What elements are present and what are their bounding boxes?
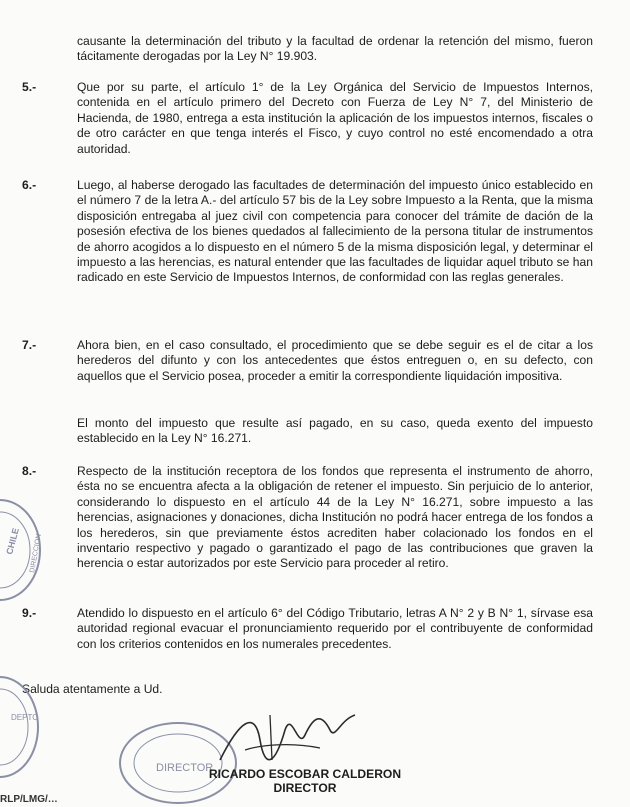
paragraph-number-6: 6.- xyxy=(22,178,37,192)
paragraph-5: Que por su parte, el artículo 1° de la Ley Orgánica del Servicio de Impuestos Internos, contenida en el artículo primero del Decreto con Fuerza de Ley N° 7, del Ministerio de Hacienda, de 1980, entrega a esta institución la aplicación de los impuestos internos, fiscales o de otro carácter en que tenga interés el Fisco, y cuyo control no esté encomendado a otra autoridad. xyxy=(77,80,593,156)
stamp-text: DEPTO xyxy=(11,713,39,722)
stamp-text: DIRECCION xyxy=(29,533,43,574)
official-stamp-left-top xyxy=(0,495,50,605)
stamp-text: CHILE xyxy=(4,526,21,556)
official-stamp-left-bottom xyxy=(0,672,45,782)
paragraph-9: Atendido lo dispuesto en el artículo 6° del Código Tributario, letras A N° 2 y B N° 1, sírvase esa autoridad regional evacuar el pronunciamiento requerido por el contribuyente de conformidad con los criterios contenidos en los numerales precedentes. xyxy=(77,606,593,651)
paragraph-7-continuation: El monto del impuesto que resulte así pagado, en su caso, queda exento del impuesto establecido en la Ley N° 16.271. xyxy=(77,416,593,446)
continuation-paragraph: causante la determinación del tributo y la facultad de ordenar la retención del mismo, fueron tácitamente derogadas por la Ley N° 19.903. xyxy=(77,34,593,64)
paragraph-number-9: 9.- xyxy=(22,606,37,620)
closing-salutation: Saluda atentamente a Ud. xyxy=(22,682,163,696)
paragraph-8: Respecto de la institución receptora de los fondos que representa el instrumento de ahorro, ésta no se encuentra afecta a la obligación de retener el impuesto. Sin perjuicio de lo anterior, considerando lo dispuesto en el artículo 44 de la Ley N° 16.271, sobre impuesto a las herencias, asignaciones y donaciones, dicha Institución no podrá hacer entrega de los fondos a los herederos, sin que previamente éstos acrediten haber colacionado los fondos en el inventario respectivo y pagado o garantizado el pago de las contribuciones que graven la herencia o estar autorizados por este Servicio para proceder al retiro. xyxy=(77,464,593,571)
signatory-name: RICARDO ESCOBAR CALDERON xyxy=(208,767,402,781)
paragraph-6: Luego, al haberse derogado las facultades de determinación del impuesto único establecido en el número 7 de la letra A.- del artículo 57 bis de la Ley sobre Impuesto a la Renta, que la misma disposición entregaba al juez civil con competencia para conocer del trámite de dación de la posesión efectiva de los bienes quedados al fallecimiento de la persona titular de instrumentos de ahorro acogidos a lo dispuesto en el número 5 de la misma disposición legal, y determinar el impuesto a las herencias, es natural entender que las facultades de liquidar aquel tributo se han radicado en este Servicio de Impuestos Internos, de conformidad con las reglas generales. xyxy=(77,178,593,285)
paragraph-7: Ahora bien, en el caso consultado, el procedimiento que se debe seguir es el de citar a los herederos del difunto y con los antecedentes que éstos entreguen o, en su defecto, con aquellos que el Servicio posea, proceder a emitir la correspondiente liquidación impositiva. xyxy=(77,338,593,383)
signatory-title: DIRECTOR xyxy=(273,781,337,795)
paragraph-number-5: 5.- xyxy=(22,80,37,94)
paragraph-number-8: 8.- xyxy=(22,464,37,478)
stamp-text: DIRECTOR xyxy=(156,762,214,774)
paragraph-number-7: 7.- xyxy=(22,338,37,352)
signature-block xyxy=(190,767,420,795)
handwritten-signature xyxy=(200,700,360,775)
footer-reference: RLP/LMG/… xyxy=(0,794,58,805)
